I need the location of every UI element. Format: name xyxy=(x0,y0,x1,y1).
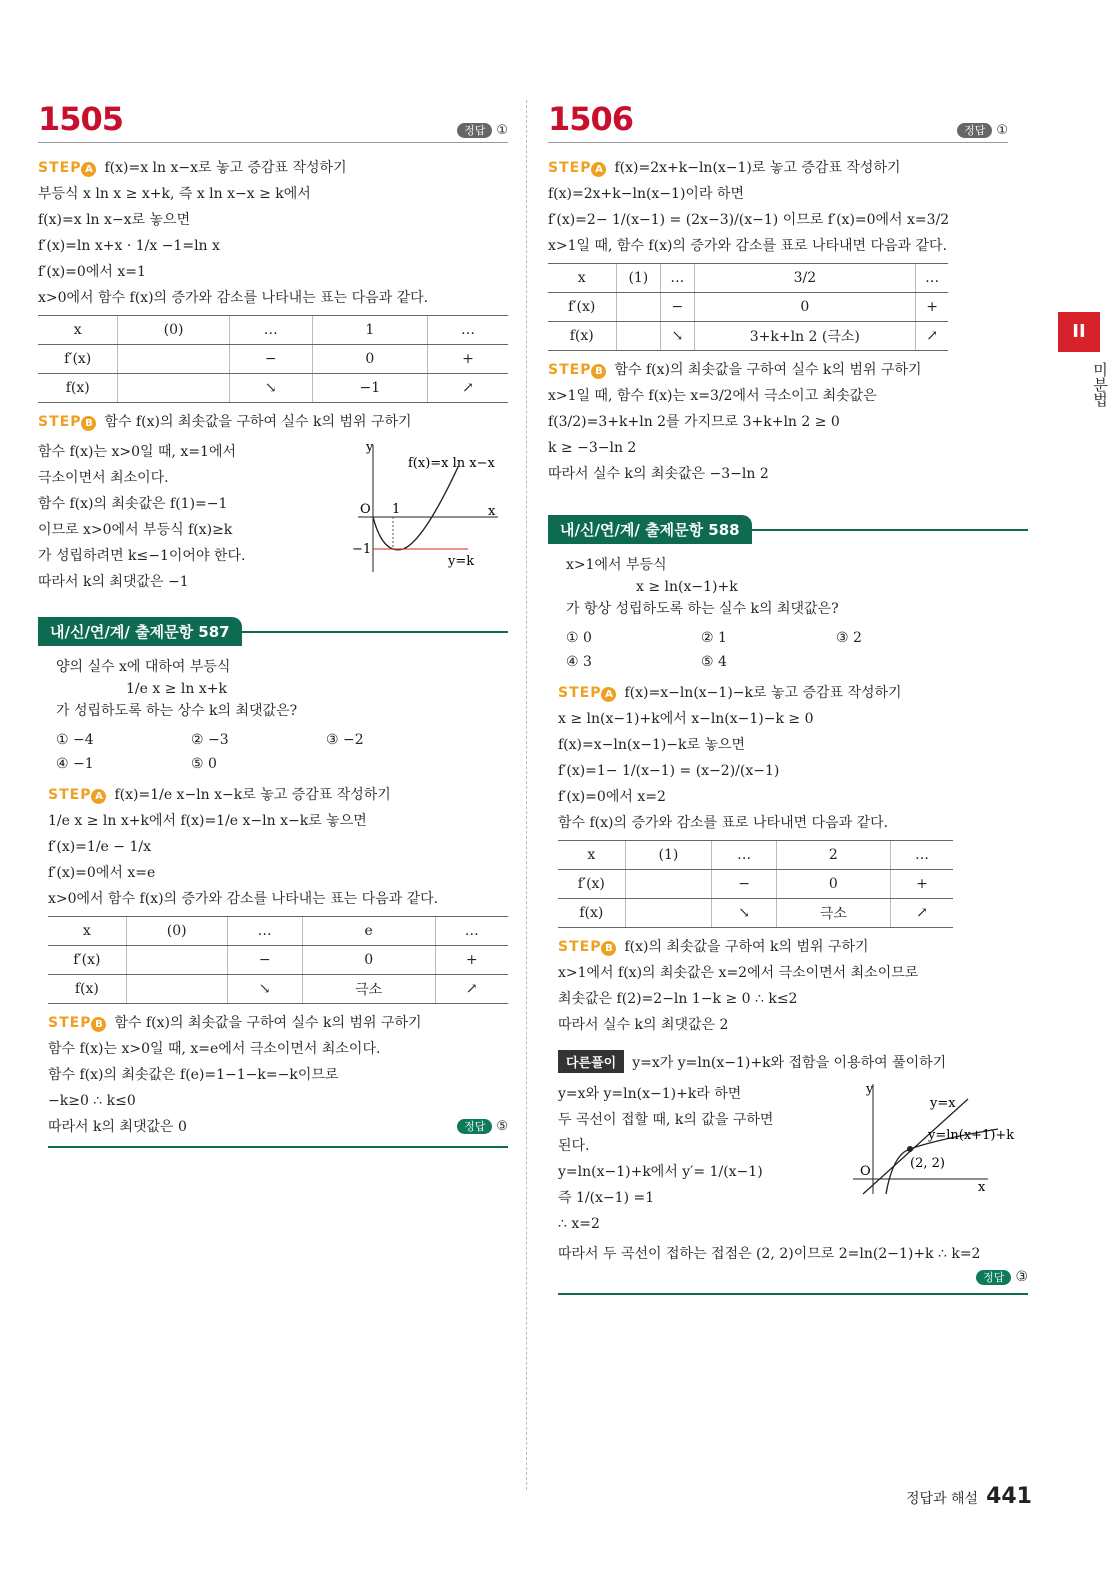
solution-line: 함수 f(x)는 x>0일 때, x=e에서 극소이면서 최소이다. xyxy=(48,1041,381,1057)
alternative-solution-body xyxy=(558,1079,1028,1239)
footer-text: 정답과 해설 xyxy=(905,1491,979,1507)
page-number: 441 xyxy=(986,1484,1032,1509)
solution-line: f′(x)=0에서 x=e xyxy=(48,865,156,881)
section-end-rule xyxy=(48,1146,508,1148)
solution-line: 따라서 실수 k의 최댓값은 2 xyxy=(558,1017,729,1033)
problem-header-1505 xyxy=(38,100,508,143)
answer-tag: 정답 ⑤ xyxy=(457,1116,508,1138)
answer-tag: 정답 ① xyxy=(957,122,1008,138)
origin-label: O xyxy=(360,502,371,517)
solution-line: y=x와 y=ln(x−1)+k라 하면 xyxy=(558,1086,742,1102)
function-graph-1505 xyxy=(338,437,508,577)
solution-line: f′(x)=0에서 x=1 xyxy=(38,264,146,280)
solution-line: x>1일 때, 함수 f(x)의 증가와 감소를 표로 나타내면 다음과 같다. xyxy=(548,238,948,254)
solution-line: 함수 f(x)의 증가와 감소를 표로 나타내면 다음과 같다. xyxy=(558,815,889,831)
solution-line: 된다. xyxy=(558,1138,590,1154)
problem-text: 양의 실수 x에 대하여 부등식 1/e x ≥ ln x+k 가 성립하도록 하는 상수 k의 최댓값은? xyxy=(56,659,298,719)
solution-line: −k≥0 ∴ k≤0 xyxy=(48,1093,136,1109)
solution-line: f′(x)=1/e − 1/x xyxy=(48,839,151,855)
origin-label: O xyxy=(860,1164,871,1179)
solution-line: f(x)=2x+k−ln(x−1)이라 하면 xyxy=(548,186,744,202)
solution-line: f′(x)=1− 1/(x−1) = (x−2)/(x−1) xyxy=(558,763,780,779)
problem-number: 1505 xyxy=(38,100,124,138)
y-axis-label: y xyxy=(866,1082,874,1097)
solution-line: f′(x)=2− 1/(x−1) = (2x−3)/(x−1) 이므로 f′(x)=0에서 x=3/2 xyxy=(548,212,950,228)
increase-decrease-table: x (1) … 3/2 … f′(x) − 0 + f(x) ↘ 3+k+ln 2 (극소) ↗ xyxy=(548,263,948,351)
curve-label: y=ln(x+1)+k xyxy=(928,1128,1015,1143)
problem-number: 1506 xyxy=(548,100,634,138)
problem-text: x>1에서 부등식 x ≥ ln(x−1)+k 가 항상 성립하도록 하는 실수 k의 최댓값은? xyxy=(566,557,839,617)
chapter-tab: II xyxy=(1058,312,1100,352)
step-a-heading: STEP A f(x)=1/e x−ln x−k로 놓고 증감표 작성하기 xyxy=(48,787,391,803)
x-axis-label: x xyxy=(488,504,496,519)
solution-line: f(x)=x−ln(x−1)−k로 놓으면 xyxy=(558,737,746,753)
answer-tag: 정답 ① xyxy=(457,122,508,138)
chapter-label: 미분법 xyxy=(1091,362,1109,407)
column-divider xyxy=(526,100,527,1490)
solution-line: 따라서 k의 최댓값은 0 정답 ⑤ xyxy=(48,1116,508,1138)
solution-line: x>1일 때, 함수 f(x)는 x=3/2에서 극소이고 최솟값은 xyxy=(548,388,877,404)
solution-line: 함수 f(x)의 최솟값은 f(e)=1−1−k=−k이므로 xyxy=(48,1067,339,1083)
solution-line: 최솟값은 f(2)=2−ln 1−k ≥ 0 ∴ k≤2 xyxy=(558,991,798,1007)
increase-decrease-table: x (1) … 2 … f′(x) − 0 + f(x) ↘ 극소 ↗ xyxy=(558,840,953,928)
solution-line: f(3/2)=3+k+ln 2를 가지므로 3+k+ln 2 ≥ 0 xyxy=(548,414,840,430)
section-end-rule xyxy=(558,1293,1028,1295)
problem-header-1506 xyxy=(548,100,1008,143)
solution-line: f(x)=x ln x−x로 놓으면 xyxy=(38,212,191,228)
solution-line: 따라서 k의 최댓값은 −1 xyxy=(38,574,189,590)
step-b-heading: STEP B 함수 f(x)의 최솟값을 구하여 실수 k의 범위 구하기 xyxy=(38,414,412,430)
solution-line: ∴ x=2 xyxy=(558,1216,600,1232)
step-b-heading: STEP B 함수 f(x)의 최솟값을 구하여 실수 k의 범위 구하기 xyxy=(48,1015,422,1031)
y-axis-label: y xyxy=(366,440,374,455)
step-b-body xyxy=(38,437,508,597)
page-footer xyxy=(906,1484,1032,1509)
solution-line: y=ln(x−1)+k에서 y′= 1/(x−1) xyxy=(558,1164,763,1180)
solution-line: 1/e x ≥ ln x+k에서 f(x)=1/e x−ln x−k로 놓으면 xyxy=(48,813,367,829)
solution-line: 이므로 x>0에서 부등식 f(x)≥k xyxy=(38,522,233,538)
linked-problem-588-header: 내/신/연/계/ 출제문항 588 xyxy=(548,515,1028,544)
step-b-heading: STEP B 함수 f(x)의 최솟값을 구하여 실수 k의 범위 구하기 xyxy=(548,362,922,378)
left-column xyxy=(38,100,508,1148)
solution-line: k ≥ −3−ln 2 xyxy=(548,440,637,456)
x-axis-label: x xyxy=(978,1180,986,1195)
solution-line: x>0에서 함수 f(x)의 증가와 감소를 나타내는 표는 다음과 같다. xyxy=(38,290,429,306)
step-a-heading: STEP A f(x)=x ln x−x로 놓고 증감표 작성하기 xyxy=(38,160,347,176)
increase-decrease-table: x (0) … e … f′(x) − 0 + f(x) ↘ 극소 ↗ xyxy=(48,916,508,1004)
solution-line: f′(x)=0에서 x=2 xyxy=(558,789,666,805)
solution-line: f′(x)=ln x+x · 1/x −1=ln x xyxy=(38,238,220,254)
line-label: y=x xyxy=(930,1096,956,1111)
tick-label: −1 xyxy=(352,542,372,557)
tick-label: 1 xyxy=(392,502,401,517)
answer-choices: ① −4 ② −3 ③ −2 ④ −1 ⑤ 0 xyxy=(56,732,364,772)
solution-line: x ≥ ln(x−1)+k에서 x−ln(x−1)−k ≥ 0 xyxy=(558,711,814,727)
point-label: (2, 2) xyxy=(910,1156,945,1171)
linked-problem-587-header: 내/신/연/계/ 출제문항 587 xyxy=(38,617,508,646)
step-b-heading: STEP B f(x)의 최솟값을 구하여 k의 범위 구하기 xyxy=(558,939,869,955)
line-label: y=k xyxy=(448,554,475,569)
solution-line: 따라서 두 곡선이 접하는 접점은 (2, 2)이므로 2=ln(2−1)+k ∴ k=2 xyxy=(558,1246,981,1262)
solution-line: 두 곡선이 접할 때, k의 값을 구하면 xyxy=(558,1112,774,1128)
solution-line: 함수 f(x)는 x>0일 때, x=1에서 xyxy=(38,444,236,460)
curve-label: f(x)=x ln x−x xyxy=(408,456,495,471)
answer-tag: 정답 ③ xyxy=(558,1269,1028,1285)
step-a-heading: STEP A f(x)=2x+k−ln(x−1)로 놓고 증감표 작성하기 xyxy=(548,160,901,176)
alternative-solution-heading: 다른풀이 y=x가 y=ln(x−1)+k와 접함을 이용하여 풀이하기 xyxy=(558,1050,1028,1073)
solution-line: 즉 1/(x−1) =1 xyxy=(558,1190,655,1206)
increase-decrease-table: x (0) … 1 … f′(x) − 0 + f(x) ↘ −1 ↗ xyxy=(38,315,508,403)
right-column xyxy=(548,100,1028,1295)
solution-line: 함수 f(x)의 최솟값은 f(1)=−1 xyxy=(38,496,228,512)
step-a-heading: STEP A f(x)=x−ln(x−1)−k로 놓고 증감표 작성하기 xyxy=(558,685,902,701)
solution-line: 극소이면서 최소이다. xyxy=(38,470,169,486)
solution-line: 따라서 실수 k의 최솟값은 −3−ln 2 xyxy=(548,466,769,482)
solution-line: x>0에서 함수 f(x)의 증가와 감소를 나타내는 표는 다음과 같다. xyxy=(48,891,439,907)
solution-line: 부등식 x ln x ≥ x+k, 즉 x ln x−x ≥ k에서 xyxy=(38,186,311,202)
solution-line: 가 성립하려면 k≤−1이어야 한다. xyxy=(38,548,246,564)
solution-line: x>1에서 f(x)의 최솟값은 x=2에서 극소이면서 최소이므로 xyxy=(558,965,919,981)
answer-choices: ① 0 ② 1 ③ 2 ④ 3 ⑤ 4 xyxy=(566,630,862,670)
tangent-graph-588 xyxy=(848,1079,1028,1199)
